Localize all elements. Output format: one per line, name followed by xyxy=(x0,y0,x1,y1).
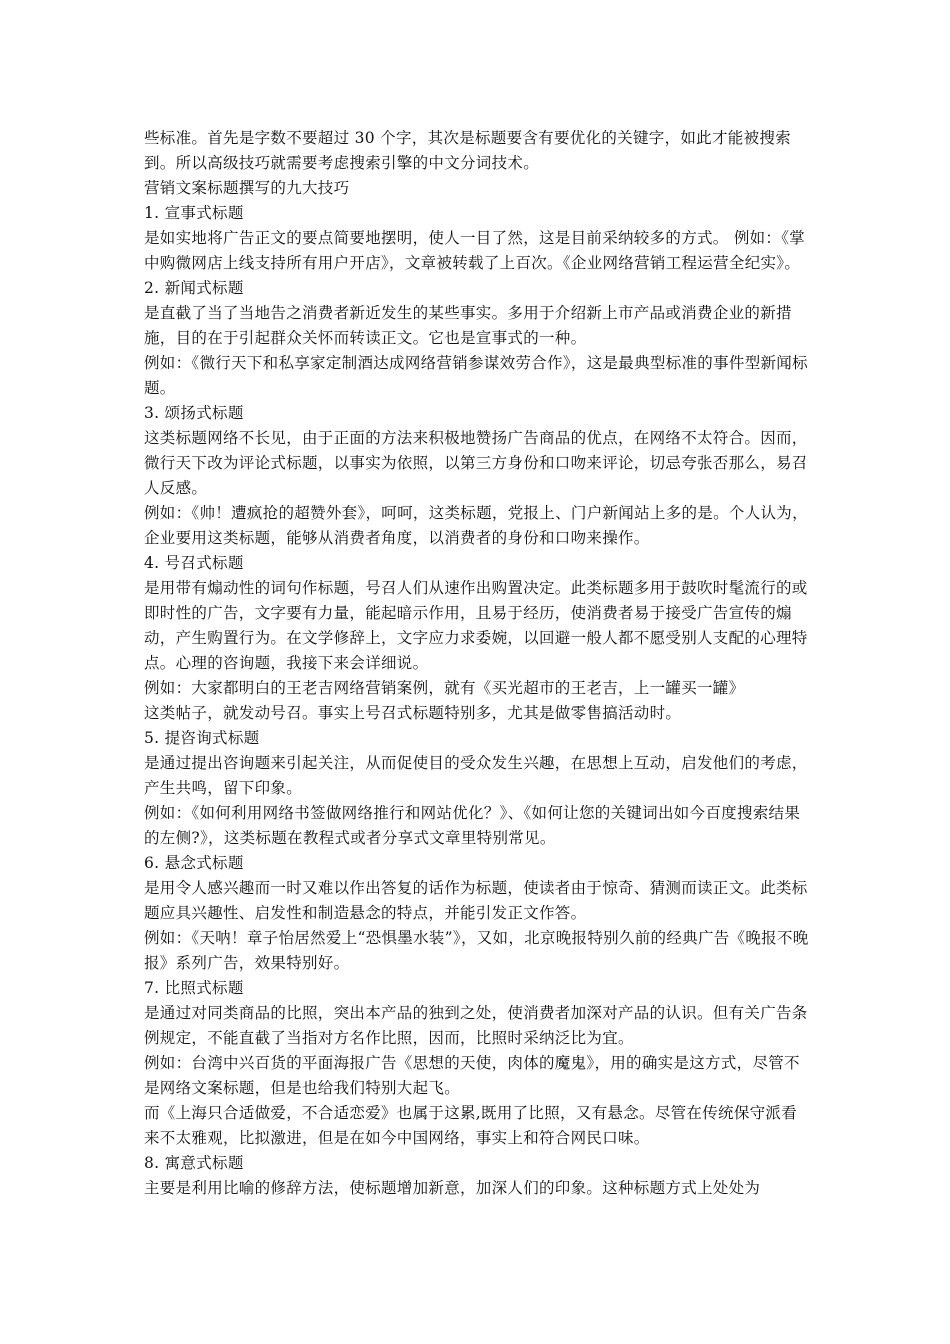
subsection-heading: 1. 宣事式标题 xyxy=(144,204,244,222)
paragraph: 主要是利用比喻的修辞方法，使标题增加新意，加深人们的印象。这种标题方式上处处为 xyxy=(144,1179,761,1197)
paragraph: 是用令人感兴趣而一时又难以作出答复的话作为标题，使读者由于惊奇、猜测而读正文。此类标题应具兴趣性、启发性和制造悬念的特点，并能引发正文作答。 xyxy=(144,879,808,922)
paragraph: 是通过对同类商品的比照，突出本产品的独到之处，使消费者加深对产品的认识。但有关广告条例规定，不能直截了当指对方名作比照，因而，比照时采纳泛比为宜。 xyxy=(144,1004,808,1047)
paragraph: 些标准。首先是字数不要超过 30 个字，其次是标题要含有要优化的关键字，如此才能被搜索到。所以高级技巧就需要考虑搜索引擎的中文分词技术。 xyxy=(144,129,791,172)
subsection-heading: 4. 号召式标题 xyxy=(144,554,244,572)
paragraph: 例如：台湾中兴百货的平面海报广告《思想的天使，肉体的魔鬼》，用的确实是这方式，尽管不是网络文案标题，但是也给我们特别大起飞。 xyxy=(144,1054,800,1097)
paragraph: 例如：《微行天下和私享家定制酒达成网络营销参谋效劳合作》，这是最典型标准的事件型新闻标题。 xyxy=(144,354,808,397)
paragraph: 这类标题网络不长见，由于正面的方法来积极地赞扬广告商品的优点，在网络不太符合。因而，微行天下改为评论式标题，以事实为依照，以第三方身份和口吻来评论，切忌夸张否那么，易召人反感。 xyxy=(144,429,808,497)
paragraph: 这类帖子，就发动号召。事实上号召式标题特别多，尤其是做零售搞活动时。 xyxy=(144,704,682,722)
paragraph: 是如实地将广告正文的要点简要地摆明，使人一目了然，这是目前采纳较多的方式。 例如：《掌中购微网店上线支持所有用户开店》，文章被转载了上百次。《企业网络营销工程运营全纪实》。 xyxy=(144,229,806,272)
paragraph: 例如：《如何利用网络书签做网络推行和网站优化？》、《如何让您的关键词出如今百度搜索结果的左侧?》，这类标题在教程式或者分享式文章里特别常见。 xyxy=(144,804,801,847)
paragraph: 是用带有煽动性的词句作标题，号召人们从速作出购置决定。此类标题多用于鼓吹时髦流行的或即时性的广告，文字要有力量，能起暗示作用，且易于经历，使消费者易于接受广告宣传的煽动，产生购置行为。在文学修辞上，文字应力求委婉，以回避一般人都不愿受别人支配的心理特点。心理的咨询题，我接下来会详细说。 xyxy=(144,579,808,672)
paragraph: 是通过提出咨询题来引起关注，从而促使目的受众发生兴趣，在思想上互动，启发他们的考虑，产生共鸣，留下印象。 xyxy=(144,754,808,797)
document-body xyxy=(144,126,810,1201)
section-heading: 营销文案标题撰写的九大技巧 xyxy=(144,179,350,197)
paragraph: 是直截了当了当地告之消费者新近发生的某些事实。多用于介绍新上市产品或消费企业的新措施，目的在于引起群众关怀而转读正文。它也是宣事式的一种。 xyxy=(144,304,792,347)
paragraph: 而《上海只合适做爱，不合适恋爱》也属于这累,既用了比照，又有悬念。尽管在传统保守派看来不太雅观，比拟激进，但是在如今中国网络，事实上和符合网民口味。 xyxy=(144,1104,798,1147)
subsection-heading: 7. 比照式标题 xyxy=(144,979,244,997)
subsection-heading: 2. 新闻式标题 xyxy=(144,279,244,297)
subsection-heading: 8. 寓意式标题 xyxy=(144,1154,244,1172)
paragraph: 例如：大家都明白的王老吉网络营销案例，就有《买光超市的王老吉，上一罐买一罐》 xyxy=(144,679,745,697)
subsection-heading: 3. 颂扬式标题 xyxy=(144,404,244,422)
paragraph: 例如：《帅！遭疯抢的超赞外套》，呵呵，这类标题，党报上、门户新闻站上多的是。个人认为，企业要用这类标题，能够从消费者角度，以消费者的身份和口吻来操作。 xyxy=(144,504,808,547)
paragraph: 例如：《天呐！章子怡居然爱上“恐惧墨水装”》，又如，北京晚报特别久前的经典广告《晚报不晚报》系列广告，效果特别好。 xyxy=(144,929,809,972)
subsection-heading: 5. 提咨询式标题 xyxy=(144,729,260,747)
subsection-heading: 6. 悬念式标题 xyxy=(144,854,244,872)
